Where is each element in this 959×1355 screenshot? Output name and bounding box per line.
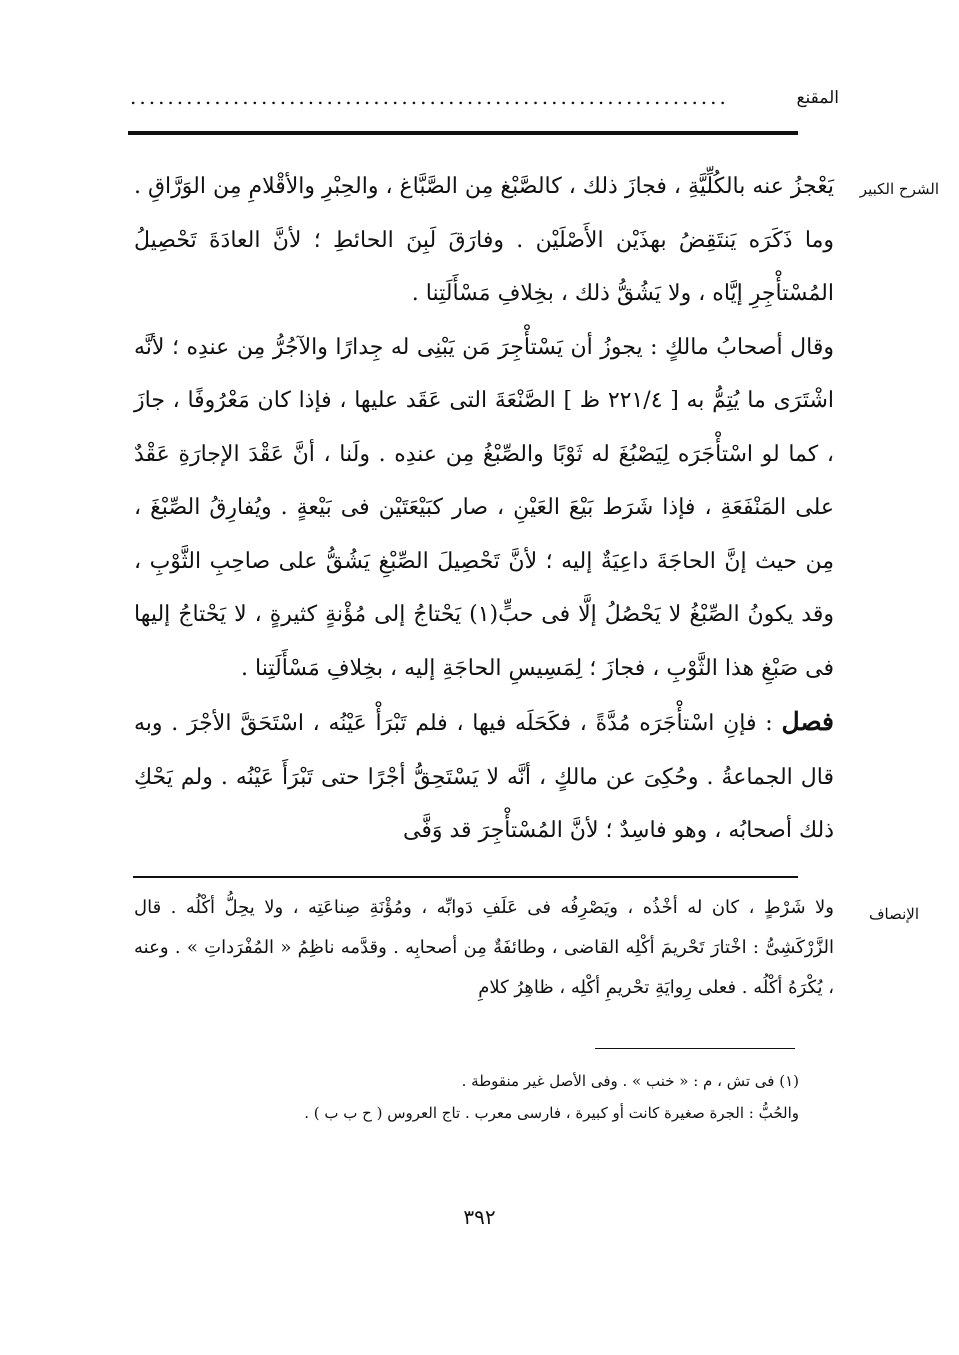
fasl-paragraph [134, 695, 834, 858]
header-rule [128, 131, 798, 135]
header-dots: ................................................................ [130, 85, 729, 109]
footnote-line: (١) فى تش ، م : « خنب » . وفى الأصل غير منقوطة . [461, 1072, 799, 1090]
side-label-sharh: الشرح الكبير [859, 180, 939, 198]
header-title: المقنع [796, 88, 839, 108]
side-label-insaf: الإنصاف [868, 905, 919, 923]
page-number: ٣٩٢ [463, 1205, 496, 1229]
insaf-text [134, 888, 834, 1008]
main-paragraph: يَعْجزُ عنه بالكُلِّيَّةِ ، فجازَ ذلك ، كالصَّبْغ مِن الصَّبَّاغ ، والحِبْرِ والأقْلامِ مِن الوَرَّاقِ . وما ذَكَرَه يَنتَقِضُ بهذَيْن الأَصْلَيْن . وفارَقَ لَبِنَ الحائطِ ؛ لأنَّ العادَةَ تَحْصِيلُ المُسْتأْجِرِ إيَّاه ، ولا يَشُقُّ ذلك ، بخِلافِ مَسْأَلَتِنا . [134, 174, 834, 306]
section-separator [133, 876, 798, 878]
footnote-rule [595, 1048, 795, 1049]
fasl-text: : فإنِ اسْتأْجَرَه مُدَّةً ، فكَحَلَه فيها ، فلم تَبْرَأْ عَيْنُه ، اسْتَحَقَّ الأجْرَ . وبه قال الجماعةُ . وحُكِىَ عن مالكٍ ، أنَّه لا يَسْتَحِقُّ أجْرًا حتى تَبْرَأَ عَيْنُه . ولم يَحْكِ ذلك أصحابُه ، وهو فاسِدٌ ؛ لأنَّ المُسْتأْجِرَ قد وَفَّى [134, 711, 834, 843]
fasl-heading: فصل [781, 707, 835, 736]
main-paragraph: وقال أصحابُ مالكٍ : يجوزُ أن يَسْتأْجِرَ مَن يَبْنِى له جِدارًا والآجُرُّ مِن عندِه ؛ لأنَّه اشْتَرَى ما يُتِمُّ به [ ٢٢١/٤ ظ ] الصَّنْعَةَ التى عَقَد عليها ، فإذا كان مَعْرُوفًا ، جازَ ، كما لو اسْتأْجَرَه لِيَصْبُغَ له ثَوْبًا والصِّبْغُ مِن عندِه . ولَنا ، أنَّ عَقْدَ الإجارَةِ عَقْدٌ على المَنْفَعَةِ ، فإذا شَرَط بَيْعَ العَيْنِ ، صار كبَيْعَتَيْن فى بَيْعةٍ . ويُفارِقُ الصِّبْغَ ، مِن حيث إنَّ الحاجَةَ داعِيَةٌ إليه ؛ لأنَّ تَحْصِيلَ الصِّبْغِ يَشُقُّ على صاحِبِ الثَّوْبِ ، وقد يكونُ الصِّبْغُ لا يَحْصُلُ إلَّا فى حبٍّ(١) يَحْتاجُ إلى مُؤْنةٍ كثيرةٍ ، لا يَحْتاجُ إليها فى صَبْغِ هذا الثَّوْبِ ، فجازَ ؛ لِمَسِيسِ الحاجَةِ إليه ، بخِلافِ مَسْأَلَتِنا . [134, 334, 834, 681]
footnotes [159, 1065, 799, 1129]
main-text [134, 160, 834, 858]
footnote-line: والحُبُّ : الجرة صغيرة كانت أو كبيرة ، فارسى معرب . تاج العروس ( ح ب ب ) . [304, 1104, 799, 1122]
insaf-paragraph: ولا شَرْطٍ ، كان له أخْذُه ، ويَصْرِفُه فى عَلَفِ دَوابِّه ، ومُؤْنَةِ صِناعَتِه ، ولا يحِلُّ أكْلُه . قال الزَّرْكَشِىُّ : اخْتارَ تَحْريمَ أكْلِه القاضى ، وطائفَةٌ مِن أصحابِه . وقدَّمه ناظِمُ « المُفْرَداتِ » . وعنه ، يُكْرَهُ أكْلُه . فعلى رِوايَةِ تحْريمِ أكْلِه ، ظاهِرُ كلامِ [134, 897, 834, 998]
